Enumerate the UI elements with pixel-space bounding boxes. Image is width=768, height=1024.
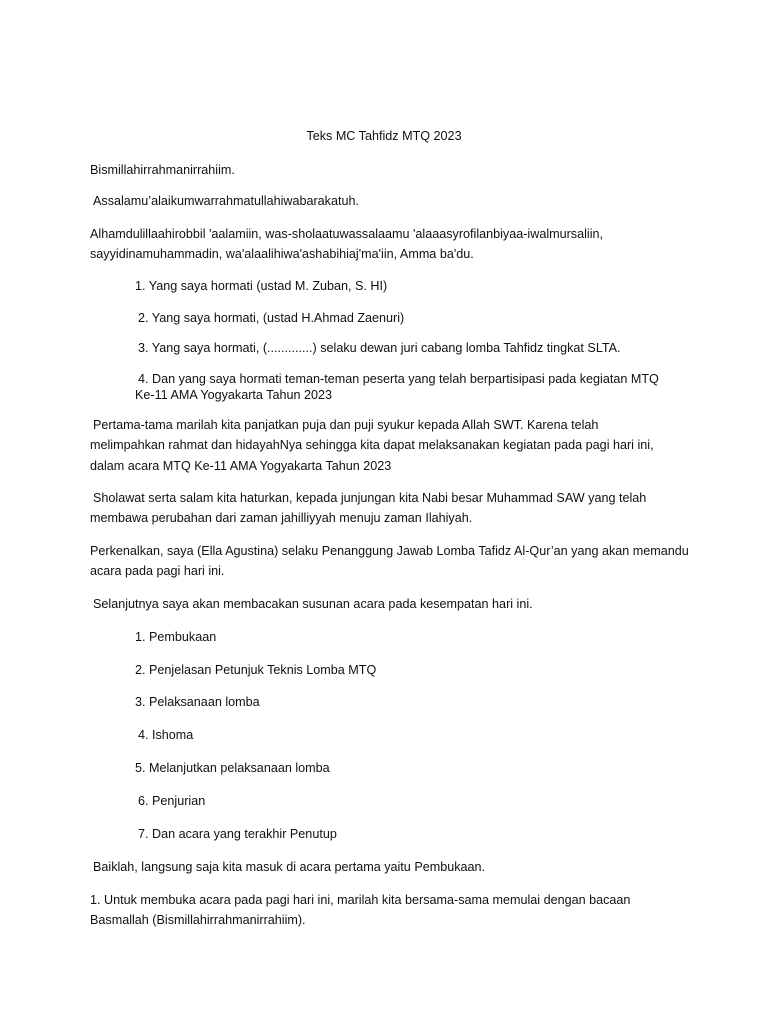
honored-item-1: 1. Yang saya hormati (ustad M. Zuban, S. HI)	[135, 279, 388, 293]
perkenalan-line-1: Perkenalkan, saya (Ella Agustina) selaku Penanggung Jawab Lomba Tafidz Al-Qur’an yang akan memandu	[90, 544, 689, 558]
pertama-line-2: melimpahkan rahmat dan hidayahNya sehingga kita dapat melaksanakan kegiatan pada pagi hari ini,	[90, 438, 654, 452]
bismillah-line: Bismillahirrahmanirrahiim.	[90, 163, 235, 177]
agenda-item-5: 5. Melanjutkan pelaksanaan lomba	[135, 761, 330, 775]
sholawat-line-2: membawa perubahan dari zaman jahilliyyah menuju zaman Ilahiyah.	[90, 511, 473, 525]
agenda-item-4: 4. Ishoma	[138, 728, 194, 742]
agenda-item-3: 3. Pelaksanaan lomba	[135, 695, 260, 709]
pertama-line-1: Pertama-tama marilah kita panjatkan puja dan puji syukur kepada Allah SWT. Karena telah	[93, 418, 599, 432]
agenda-item-7: 7. Dan acara yang terakhir Penutup	[138, 827, 337, 841]
agenda-item-6: 6. Penjurian	[138, 794, 206, 808]
salam-line: Assalamu’alaikumwarrahmatullahiwabarakatuh.	[93, 194, 359, 208]
hamdalah-line-1: Alhamdulillaahirobbil 'aalamiin, was-sholaatuwassalaamu 'alaaasyrofilanbiyaa-iwalmursaliin,	[90, 227, 604, 241]
perkenalan-line-2: acara pada pagi hari ini.	[90, 564, 225, 578]
honored-item-2: 2. Yang saya hormati, (ustad H.Ahmad Zaenuri)	[138, 311, 405, 325]
honored-item-4-cont: Ke-11 AMA Yogyakarta Tahun 2023	[135, 388, 332, 402]
document-title: Teks MC Tahfidz MTQ 2023	[306, 129, 462, 143]
hamdalah-line-2: sayyidinamuhammadin, wa'alaalihiwa'ashabihiaj'ma'iin, Amma ba'du.	[90, 247, 474, 261]
step1-line-1: 1. Untuk membuka acara pada pagi hari ini, marilah kita bersama-sama memulai dengan bacaan	[90, 893, 631, 907]
agenda-item-2: 2. Penjelasan Petunjuk Teknis Lomba MTQ	[135, 663, 377, 677]
baiklah-line: Baiklah, langsung saja kita masuk di acara pertama yaitu Pembukaan.	[93, 860, 486, 874]
agenda-item-1: 1. Pembukaan	[135, 630, 217, 644]
honored-item-4: 4. Dan yang saya hormati teman-teman peserta yang telah berpartisipasi pada kegiatan MTQ	[138, 372, 659, 386]
sholawat-line-1: Sholawat serta salam kita haturkan, kepada junjungan kita Nabi besar Muhammad SAW yang telah	[93, 491, 647, 505]
selanjutnya-line: Selanjutnya saya akan membacakan susunan acara pada kesempatan hari ini.	[93, 597, 533, 611]
honored-item-3: 3. Yang saya hormati, (.............) selaku dewan juri cabang lomba Tahfidz tingkat SLTA.	[138, 341, 621, 355]
step1-line-2: Basmallah (Bismillahirrahmanirrahiim).	[90, 913, 306, 927]
pertama-line-3: dalam acara MTQ Ke-11 AMA Yogyakarta Tahun 2023	[90, 459, 392, 473]
